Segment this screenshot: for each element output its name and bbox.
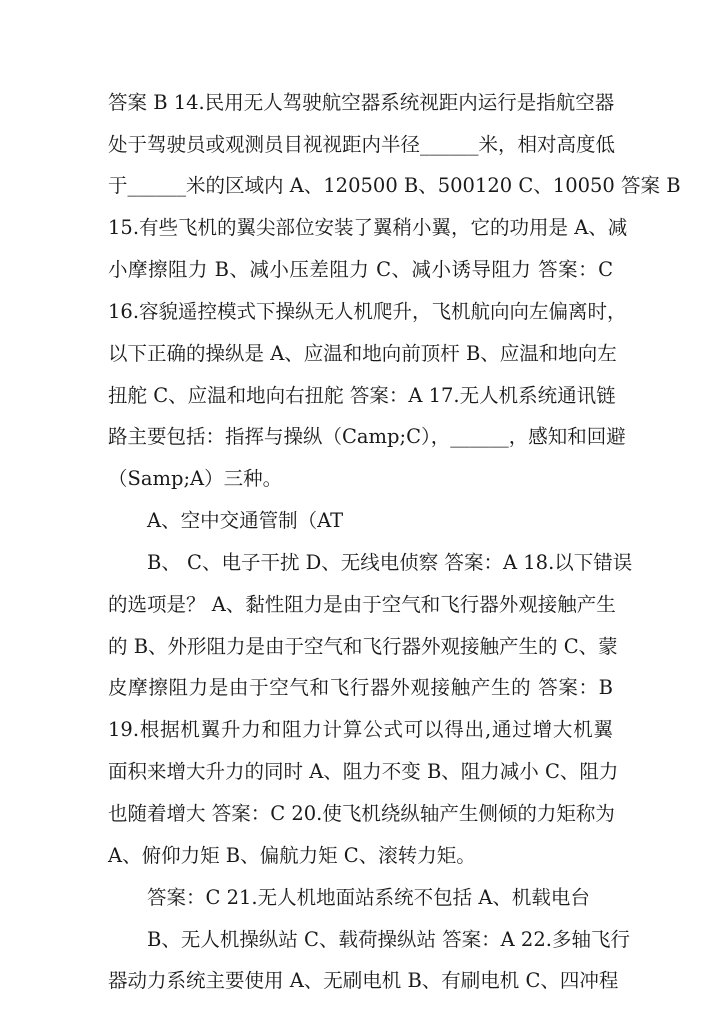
text-line: 面积来增大升力的同时 A、阻力不变 B、阻力减小 C、阻力 (108, 760, 619, 783)
text-line: 路主要包括：指挥与操纵（Camp;C），______，感知和回避 (108, 425, 626, 448)
text-line: 15.有些飞机的翼尖部位安装了翼稍小翼，它的功用是 A、减 (108, 216, 628, 239)
text-line: （Samp;A）三种。 (108, 467, 283, 490)
text-line: 的 B、外形阻力是由于空气和飞行器外观接触产生的 C、蒙 (108, 635, 618, 658)
text-line: 器动力系统主要使用 A、无刷电机 B、有刷电机 C、四冲程 (108, 969, 619, 992)
text-line: A、空中交通管制（AT (147, 509, 344, 532)
text-line: B、 C、电子干扰 D、无线电侦察 答案：A 18.以下错误 (147, 551, 633, 574)
text-line: 的选项是？ A、黏性阻力是由于空气和飞行器外观接触产生 (108, 593, 616, 616)
text-line: 皮摩擦阻力是由于空气和飞行器外观接触产生的 答案：B (108, 676, 613, 699)
text-line: 16.容貌遥控模式下操纵无人机爬升，飞机航向向左偏离时， (108, 300, 627, 323)
text-line: 于______米的区域内 A、120500 B、500120 C、10050 答案 B (108, 174, 681, 197)
text-line: 以下正确的操纵是 A、应温和地向前顶杆 B、应温和地向左 (108, 342, 617, 365)
text-line: A、俯仰力矩 B、偏航力矩 C、滚转力矩。 (108, 844, 476, 867)
text-line: 19.根据机翼升力和阻力计算公式可以得出,通过增大机翼 (108, 718, 613, 741)
text-line: 小摩擦阻力 B、减小压差阻力 C、减小诱导阻力 答案：C (108, 258, 613, 281)
text-line: 答案：C 21.无人机地面站系统不包括 A、机载电台 (147, 886, 590, 909)
text-line: 也随着增大 答案：C 20.使飞机绕纵轴产生侧倾的力矩称为 (108, 802, 615, 825)
text-line: B、无人机操纵站 C、载荷操纵站 答案：A 22.多轴飞行 (147, 928, 630, 951)
text-line: 扭舵 C、应温和地向右扭舵 答案：A 17.无人机系统通讯链 (108, 384, 616, 407)
text-line: 处于驾驶员或观测员目视视距内半径______米，相对高度低 (108, 133, 616, 156)
text-line: 答案 B 14.民用无人驾驶航空器系统视距内运行是指航空器 (108, 91, 615, 114)
